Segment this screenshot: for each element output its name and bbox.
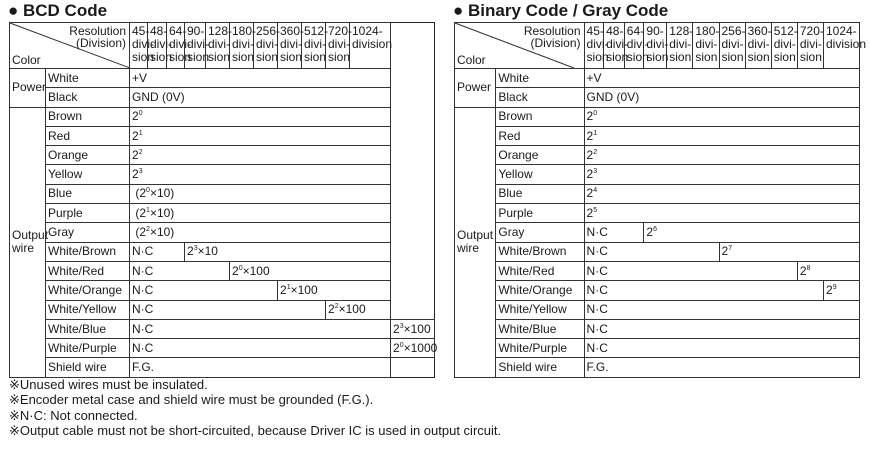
wire-color-cell: White/Yellow: [496, 300, 584, 319]
wire-color-cell: Gray: [46, 223, 130, 242]
value-cell: $2^8$: [797, 261, 859, 280]
bcd-wiring-table: [9, 22, 438, 378]
value-cell: $2^0\times 1000$: [391, 339, 435, 358]
table-row: [10, 69, 435, 88]
resolution-header: 48- divi- sion: [604, 23, 625, 69]
value-cell: $2^5$: [584, 204, 859, 223]
binary-wiring-table: [454, 22, 867, 378]
value-cell: $2^0\times 100$: [230, 261, 391, 280]
wire-color-cell: White/Blue: [496, 319, 584, 338]
nc-cell: N·C: [130, 339, 391, 358]
value-cell: $2^9$: [824, 281, 860, 300]
resolution-header: 128- divi- sion: [206, 23, 230, 69]
division-label: (Division): [530, 36, 581, 50]
table-row: [455, 146, 860, 165]
table-row: [455, 242, 860, 261]
resolution-header: 48- divi- sion: [148, 23, 167, 69]
division-label: (Division): [75, 36, 126, 50]
table-row: [455, 126, 860, 145]
wire-color-cell: Shield wire: [46, 358, 130, 377]
value-cell: $(2^1\times 10)$: [130, 204, 391, 223]
table-row: [455, 319, 860, 338]
resolution-header: 1024- division: [350, 23, 391, 69]
table-row: [455, 261, 860, 280]
value-cell: $2^1$: [130, 126, 391, 145]
table-row: [455, 204, 860, 223]
wire-color-cell: White/Orange: [496, 281, 584, 300]
value-cell: $2^1\times 100$: [278, 281, 391, 300]
value-cell: GND (0V): [584, 88, 859, 107]
table-row: [10, 88, 435, 107]
nc-cell: N·C: [584, 242, 719, 261]
power-group-label: Power: [10, 69, 46, 108]
table-row: [455, 339, 860, 358]
table-row: [10, 146, 435, 165]
resolution-header: 64- divi- sion: [167, 23, 185, 69]
wire-color-cell: Yellow: [46, 165, 130, 184]
nc-cell: N·C: [584, 319, 859, 338]
wire-color-cell: White/Yellow: [46, 300, 130, 319]
wire-color-cell: White/Orange: [46, 281, 130, 300]
wire-color-cell: Orange: [496, 146, 584, 165]
resolution-header: 64- divi- sion: [624, 23, 644, 69]
wire-color-cell: White/Blue: [46, 319, 130, 338]
wire-color-cell: White/Purple: [496, 339, 584, 358]
value-cell: $2^2\times 100$: [326, 300, 391, 319]
output-wire-group-label: Output wire: [455, 107, 496, 377]
table-row: [455, 223, 860, 242]
wire-color-cell: Shield wire: [496, 358, 584, 377]
table-row: [455, 107, 860, 126]
value-cell: $2^4$: [584, 184, 859, 203]
nc-cell: N·C: [130, 242, 185, 261]
value-cell: $(2^0\times 10)$: [130, 184, 391, 203]
resolution-header: 360- divi- sion: [278, 23, 302, 69]
nc-cell: N·C: [130, 319, 391, 338]
notes: [9, 377, 501, 439]
power-group-label: Power: [455, 69, 496, 108]
wire-color-cell: White/Brown: [46, 242, 130, 261]
wire-color-cell: Yellow: [496, 165, 584, 184]
table-row: [10, 300, 435, 319]
resolution-header: 1024- division: [824, 23, 860, 69]
nc-cell: N·C: [584, 223, 644, 242]
resolution-label: Resolution: [69, 24, 126, 38]
table-row: [455, 88, 860, 107]
table-row: [10, 358, 435, 377]
wire-color-cell: White/Red: [496, 261, 584, 280]
resolution-header: 180- divi- sion: [230, 23, 254, 69]
table-row: [10, 261, 435, 280]
table-row: [10, 165, 435, 184]
header-corner: [455, 23, 585, 69]
table-row: [10, 319, 435, 338]
wire-color-cell: Black: [46, 88, 130, 107]
wire-color-cell: White: [46, 69, 130, 88]
value-cell: $2^3$: [130, 165, 391, 184]
nc-cell: N·C: [130, 300, 326, 319]
wire-color-cell: Red: [496, 126, 584, 145]
output-wire-group-label: Output wire: [10, 107, 46, 377]
wire-color-cell: White/Red: [46, 261, 130, 280]
wire-color-cell: Red: [46, 126, 130, 145]
value-cell: $2^3\times 100$: [391, 319, 435, 338]
wire-color-cell: White: [496, 69, 584, 88]
nc-cell: N·C: [584, 261, 797, 280]
wire-color-cell: Brown: [46, 107, 130, 126]
nc-cell: N·C: [584, 281, 823, 300]
table-row: [10, 281, 435, 300]
value-cell: $2^3\times 10$: [185, 242, 391, 261]
wire-color-cell: Gray: [496, 223, 584, 242]
table-row: [455, 281, 860, 300]
wire-color-cell: Purple: [496, 204, 584, 223]
wire-color-cell: Purple: [46, 204, 130, 223]
table-row: [455, 300, 860, 319]
wire-color-cell: White/Purple: [46, 339, 130, 358]
value-cell: $2^7$: [719, 242, 860, 261]
table-row: [10, 107, 435, 126]
resolution-header: 512- divi- sion: [302, 23, 326, 69]
value-cell: $2^0$: [130, 107, 391, 126]
resolution-header: 180- divi- sion: [693, 23, 719, 69]
resolution-header: 45- divi- sion: [584, 23, 604, 69]
resolution-header: 256- divi- sion: [719, 23, 745, 69]
table-row: [455, 165, 860, 184]
resolution-header: 90- divi- sion: [644, 23, 667, 69]
note-line: ※N·C: Not connected.: [9, 407, 138, 423]
resolution-header: 512- divi- sion: [771, 23, 797, 69]
note-line: ※Output cable must not be short-circuited, because Driver IC is used in output circuit.: [9, 423, 502, 439]
resolution-header: 45- divi- sion: [130, 23, 148, 69]
color-label: Color: [457, 53, 486, 67]
table-row: [455, 184, 860, 203]
resolution-header: 360- divi- sion: [745, 23, 771, 69]
resolution-header: 90- divi- sion: [185, 23, 206, 69]
table-row: [455, 69, 860, 88]
wire-color-cell: Orange: [46, 146, 130, 165]
table-row: [10, 339, 435, 358]
value-cell: $2^2$: [130, 146, 391, 165]
note-line: ※Encoder metal case and shield wire must be grounded (F.G.).: [9, 392, 374, 408]
nc-cell: N·C: [584, 300, 859, 319]
wire-color-cell: Brown: [496, 107, 584, 126]
table-row: [10, 223, 435, 242]
resolution-header: 256- divi- sion: [254, 23, 278, 69]
value-cell: F.G.: [584, 358, 859, 377]
value-cell: $2^1$: [584, 126, 859, 145]
value-cell: $2^2$: [584, 146, 859, 165]
value-cell: $(2^2\times 10)$: [130, 223, 391, 242]
table-row: [10, 242, 435, 261]
value-cell: GND (0V): [130, 88, 391, 107]
wire-color-cell: Black: [496, 88, 584, 107]
table-row: [10, 204, 435, 223]
color-label: Color: [12, 53, 41, 67]
table-row: [455, 358, 860, 377]
wire-color-cell: White/Brown: [496, 242, 584, 261]
resolution-header: 720- divi- sion: [797, 23, 823, 69]
table-row: [10, 184, 435, 203]
nc-cell: N·C: [584, 339, 859, 358]
resolution-header: 720- divi- sion: [326, 23, 350, 69]
value-cell: $2^6$: [644, 223, 860, 242]
nc-cell: N·C: [130, 281, 278, 300]
resolution-header: 128- divi- sion: [667, 23, 693, 69]
table-row: [10, 126, 435, 145]
resolution-label: Resolution: [523, 24, 581, 38]
header-corner: [10, 23, 130, 69]
nc-cell: N·C: [130, 261, 230, 280]
binary-section-title: ● Binary Code / Gray Code: [453, 1, 669, 20]
value-cell: +V: [584, 69, 859, 88]
value-cell: F.G.: [130, 358, 391, 377]
wire-color-cell: Blue: [496, 184, 584, 203]
value-cell: $2^3$: [584, 165, 859, 184]
value-cell: +V: [130, 69, 391, 88]
value-cell: $2^0$: [584, 107, 859, 126]
wire-color-cell: Blue: [46, 184, 130, 203]
note-line: ※Unused wires must be insulated.: [9, 377, 208, 392]
bcd-section-title: ● BCD Code: [8, 1, 108, 20]
